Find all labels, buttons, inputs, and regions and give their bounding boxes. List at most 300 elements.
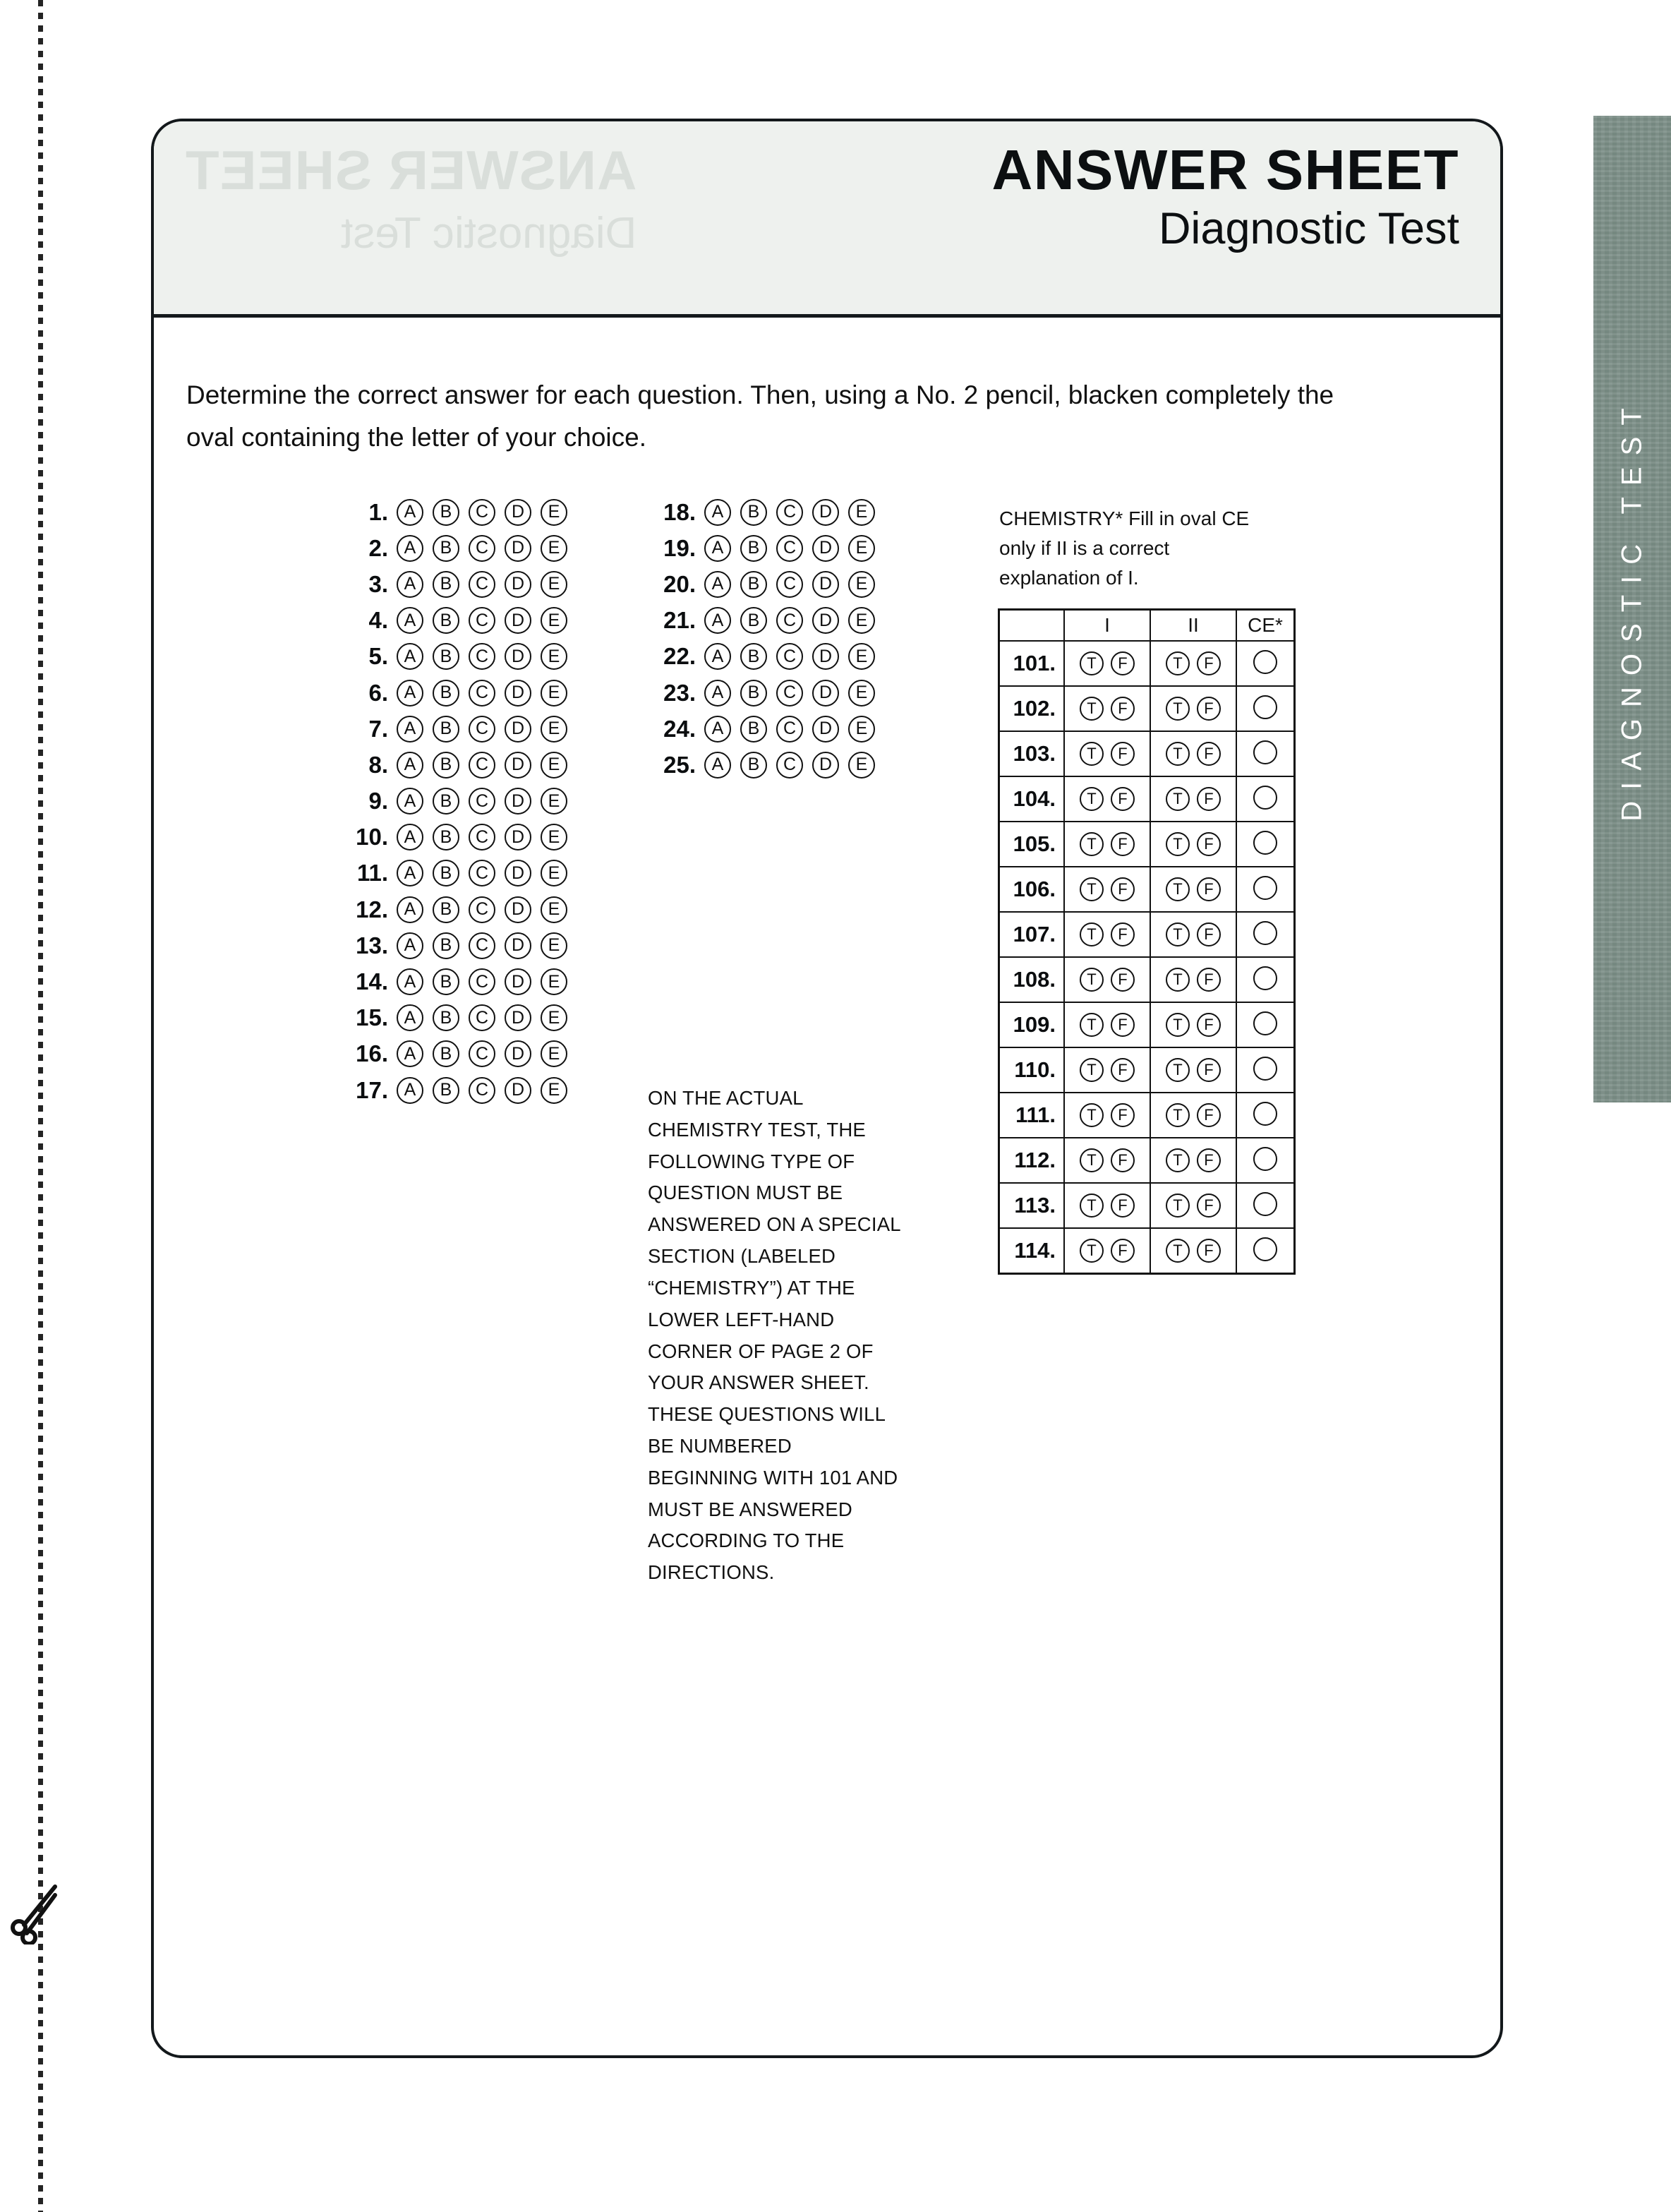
answer-row — [648, 530, 884, 566]
chemistry-table-row — [999, 1228, 1295, 1274]
answer-row — [340, 675, 577, 711]
chemistry-bubble-ii-t[interactable]: T — [1166, 922, 1190, 946]
chemistry-question-number: 107. — [999, 912, 1065, 957]
answer-bubble-a[interactable]: A — [704, 680, 731, 707]
answer-bubble-e[interactable]: E — [541, 1040, 567, 1067]
answer-bubble-b[interactable]: B — [433, 860, 459, 886]
chemistry-bubble-ce[interactable] — [1253, 1102, 1277, 1126]
answer-bubble-a[interactable]: A — [397, 896, 423, 923]
question-number: 7. — [368, 715, 388, 742]
chemistry-table-row — [999, 1093, 1295, 1138]
answer-bubble-b[interactable]: B — [740, 499, 767, 526]
answer-sheet-card — [151, 119, 1503, 2058]
answer-bubble-d[interactable]: D — [505, 1004, 531, 1031]
answer-bubble-e[interactable]: E — [848, 607, 875, 634]
chemistry-bubble-i-f[interactable]: F — [1111, 697, 1135, 721]
tf-bubble-group — [1065, 832, 1150, 856]
question-number: 1. — [368, 498, 388, 525]
answer-bubble-e[interactable]: E — [541, 896, 567, 923]
chemistry-table-row — [999, 1138, 1295, 1183]
question-number: 4. — [368, 607, 388, 634]
chemistry-bubble-ii-t[interactable]: T — [1166, 968, 1190, 992]
chemistry-bubble-ce[interactable] — [1253, 740, 1277, 764]
chemistry-bubble-ii-t[interactable]: T — [1166, 1239, 1190, 1263]
answer-bubble-b[interactable]: B — [433, 788, 459, 815]
answer-bubble-a[interactable]: A — [397, 716, 423, 743]
chemistry-bubble-ce[interactable] — [1253, 1147, 1277, 1171]
answer-bubble-b[interactable]: B — [433, 968, 459, 995]
answer-row — [340, 566, 577, 602]
chemistry-bubble-ce[interactable] — [1253, 786, 1277, 810]
question-number: 13. — [356, 932, 388, 958]
question-number: 18. — [663, 498, 696, 525]
chemistry-bubble-i-t[interactable]: T — [1080, 1148, 1104, 1172]
tf-bubble-group — [1065, 968, 1150, 992]
chemistry-question-number: 110. — [999, 1047, 1065, 1093]
answer-bubble-b[interactable]: B — [433, 607, 459, 634]
chemistry-bubble-i-t[interactable]: T — [1080, 1239, 1104, 1263]
chemistry-question-number: 113. — [999, 1183, 1065, 1228]
chemistry-bubble-i-t[interactable]: T — [1080, 787, 1104, 811]
answer-bubble-e[interactable]: E — [541, 860, 567, 886]
answer-bubble-e[interactable]: E — [541, 1077, 567, 1104]
chemistry-bubble-ce[interactable] — [1253, 876, 1277, 900]
chemistry-question-number: 106. — [999, 867, 1065, 912]
answer-bubble-b[interactable]: B — [433, 1077, 459, 1104]
chemistry-bubble-ii-f[interactable]: F — [1197, 1194, 1221, 1218]
chemistry-ce-cell — [1236, 731, 1295, 776]
answer-bubble-d[interactable]: D — [812, 571, 839, 598]
answer-bubble-a[interactable]: A — [397, 499, 423, 526]
chemistry-statement-i-cell — [1064, 686, 1150, 731]
instructions-text: Determine the correct answer for each question. Then, using a No. 2 pencil, blacken completely the oval containing the letter of your choice. — [186, 380, 1334, 452]
answer-bubble-d[interactable]: D — [505, 1077, 531, 1104]
chemistry-table-row — [999, 912, 1295, 957]
chemistry-bubble-ce[interactable] — [1253, 1192, 1277, 1216]
chemistry-statement-ii-cell — [1150, 641, 1236, 686]
answer-bubble-b[interactable]: B — [433, 1040, 459, 1067]
answer-bubble-d[interactable]: D — [812, 752, 839, 779]
answer-bubble-b[interactable]: B — [740, 571, 767, 598]
header-ghost-imprint — [185, 138, 637, 258]
chemistry-bubble-i-f[interactable]: F — [1111, 968, 1135, 992]
answer-bubble-c[interactable]: C — [776, 499, 803, 526]
chemistry-ce-cell — [1236, 776, 1295, 822]
chemistry-statement-i-cell — [1064, 1138, 1150, 1183]
answer-bubble-d[interactable]: D — [812, 499, 839, 526]
chemistry-table-row — [999, 1002, 1295, 1047]
chemistry-ce-cell — [1236, 1138, 1295, 1183]
answer-bubble-b[interactable]: B — [433, 680, 459, 707]
tf-bubble-group — [1065, 742, 1150, 766]
answer-bubble-a[interactable]: A — [397, 643, 423, 670]
answer-bubble-c[interactable]: C — [776, 607, 803, 634]
chemistry-question-number: 109. — [999, 1002, 1065, 1047]
answer-bubble-a[interactable]: A — [397, 932, 423, 959]
chemistry-bubble-i-t[interactable]: T — [1080, 922, 1104, 946]
chemistry-bubble-i-f[interactable]: F — [1111, 832, 1135, 856]
chemistry-statement-ii-cell — [1150, 1183, 1236, 1228]
answer-bubble-e[interactable]: E — [541, 535, 567, 562]
answer-bubble-d[interactable]: D — [505, 824, 531, 850]
chemistry-bubble-ii-f[interactable]: F — [1197, 787, 1221, 811]
answer-bubble-b[interactable]: B — [433, 896, 459, 923]
chemistry-statement-i-cell — [1064, 1047, 1150, 1093]
answer-bubble-d[interactable]: D — [505, 499, 531, 526]
answer-bubble-d[interactable]: D — [505, 788, 531, 815]
question-number: 2. — [368, 534, 388, 561]
chemistry-table-head — [999, 610, 1295, 642]
chemistry-bubble-ii-t[interactable]: T — [1166, 1058, 1190, 1082]
answer-bubble-a[interactable]: A — [397, 1004, 423, 1031]
answer-bubble-d[interactable]: D — [812, 680, 839, 707]
chemistry-bubble-ii-f[interactable]: F — [1197, 742, 1221, 766]
chemistry-bubble-ce[interactable] — [1253, 650, 1277, 674]
answer-bubble-a[interactable]: A — [397, 680, 423, 707]
chemistry-table-row — [999, 957, 1295, 1002]
tf-bubble-group — [1151, 877, 1236, 901]
answer-bubble-c[interactable]: C — [469, 752, 495, 779]
answer-bubble-e[interactable]: E — [541, 499, 567, 526]
chemistry-bubble-ii-f[interactable]: F — [1197, 922, 1221, 946]
answer-bubble-c[interactable]: C — [776, 535, 803, 562]
answer-bubble-c[interactable]: C — [469, 968, 495, 995]
chemistry-bubble-i-f[interactable]: F — [1111, 742, 1135, 766]
answer-bubble-e[interactable]: E — [848, 752, 875, 779]
chemistry-bubble-i-f[interactable]: F — [1111, 651, 1135, 675]
answer-bubble-b[interactable]: B — [740, 607, 767, 634]
chemistry-bubble-ii-t[interactable]: T — [1166, 697, 1190, 721]
chemistry-statement-i-cell — [1064, 1228, 1150, 1274]
answer-bubble-a[interactable]: A — [704, 607, 731, 634]
answer-bubble-b[interactable]: B — [740, 643, 767, 670]
chemistry-bubble-i-f[interactable]: F — [1111, 1013, 1135, 1037]
chemistry-question-number: 102. — [999, 686, 1065, 731]
answer-bubble-e[interactable]: E — [541, 571, 567, 598]
answer-bubble-a[interactable]: A — [704, 643, 731, 670]
answer-bubble-d[interactable]: D — [505, 896, 531, 923]
chemistry-bubble-ii-f[interactable]: F — [1197, 1148, 1221, 1172]
answer-bubble-c[interactable]: C — [469, 571, 495, 598]
chemistry-bubble-i-t[interactable]: T — [1080, 1103, 1104, 1127]
chemistry-bubble-ii-t[interactable]: T — [1166, 877, 1190, 901]
chemistry-bubble-i-f[interactable]: F — [1111, 1103, 1135, 1127]
chemistry-statement-ii-cell — [1150, 867, 1236, 912]
answer-bubble-b[interactable]: B — [433, 643, 459, 670]
answer-bubble-d[interactable]: D — [812, 643, 839, 670]
answer-bubble-c[interactable]: C — [776, 571, 803, 598]
answer-column-1 — [340, 494, 577, 1108]
chemistry-bubble-ii-t[interactable]: T — [1166, 1013, 1190, 1037]
answer-bubble-c[interactable]: C — [776, 680, 803, 707]
chemistry-bubble-i-t[interactable]: T — [1080, 1058, 1104, 1082]
question-number: 12. — [356, 896, 388, 922]
answer-bubble-a[interactable]: A — [397, 571, 423, 598]
chemistry-bubble-i-t[interactable]: T — [1080, 742, 1104, 766]
tf-bubble-group — [1065, 1013, 1150, 1037]
answer-bubble-b[interactable]: B — [433, 499, 459, 526]
chemistry-statement-i-cell — [1064, 1183, 1150, 1228]
answer-bubble-c[interactable]: C — [469, 535, 495, 562]
tf-bubble-group — [1065, 922, 1150, 946]
chemistry-question-number: 108. — [999, 957, 1065, 1002]
chemistry-bubble-i-t[interactable]: T — [1080, 1013, 1104, 1037]
chemistry-bubble-ii-f[interactable]: F — [1197, 1013, 1221, 1037]
answer-bubble-c[interactable]: C — [469, 680, 495, 707]
answer-bubble-a[interactable]: A — [704, 535, 731, 562]
answer-bubble-e[interactable]: E — [541, 788, 567, 815]
chemistry-bubble-ii-t[interactable]: T — [1166, 1194, 1190, 1218]
chemistry-table-row — [999, 822, 1295, 867]
chemistry-question-number: 112. — [999, 1138, 1065, 1183]
answer-bubble-e[interactable]: E — [541, 643, 567, 670]
chemistry-bubble-ii-t[interactable]: T — [1166, 1103, 1190, 1127]
chemistry-table-row — [999, 641, 1295, 686]
chemistry-bubble-ce[interactable] — [1253, 1237, 1277, 1261]
scissors-icon — [6, 1874, 61, 1944]
tf-bubble-group — [1065, 651, 1150, 675]
sheet-header — [154, 121, 1500, 318]
chemistry-statement-i-cell — [1064, 1093, 1150, 1138]
question-number: 15. — [356, 1004, 388, 1031]
chemistry-bubble-ce[interactable] — [1253, 921, 1277, 945]
answer-row — [648, 639, 884, 675]
answer-bubble-e[interactable]: E — [848, 643, 875, 670]
answer-bubble-c[interactable]: C — [469, 860, 495, 886]
answer-bubble-c[interactable]: C — [469, 643, 495, 670]
answer-row — [340, 891, 577, 927]
answer-row — [340, 855, 577, 891]
answer-bubble-d[interactable]: D — [505, 716, 531, 743]
answer-row — [340, 963, 577, 999]
chemistry-bubble-i-f[interactable]: F — [1111, 877, 1135, 901]
answer-bubble-d[interactable]: D — [505, 752, 531, 779]
tf-bubble-group — [1151, 832, 1236, 856]
answer-bubble-e[interactable]: E — [848, 571, 875, 598]
answer-bubble-a[interactable]: A — [397, 607, 423, 634]
answer-bubble-d[interactable]: D — [505, 535, 531, 562]
chemistry-question-number: 111. — [999, 1093, 1065, 1138]
question-number: 14. — [356, 968, 388, 995]
answer-bubble-e[interactable]: E — [541, 968, 567, 995]
chemistry-bubble-i-t[interactable]: T — [1080, 651, 1104, 675]
answer-bubble-b[interactable]: B — [740, 680, 767, 707]
chemistry-table-row — [999, 1183, 1295, 1228]
answer-bubble-a[interactable]: A — [397, 968, 423, 995]
answer-row — [340, 711, 577, 747]
chemistry-ce-cell — [1236, 1228, 1295, 1274]
answer-bubble-c[interactable]: C — [776, 752, 803, 779]
answer-row — [340, 819, 577, 855]
answer-row — [340, 1000, 577, 1036]
answer-bubble-e[interactable]: E — [541, 716, 567, 743]
answer-row — [340, 783, 577, 819]
tf-bubble-group — [1151, 1058, 1236, 1082]
chemistry-bubble-ce[interactable] — [1253, 966, 1277, 990]
answer-bubble-a[interactable]: A — [397, 1040, 423, 1067]
answer-bubble-c[interactable]: C — [469, 824, 495, 850]
tf-bubble-group — [1151, 651, 1236, 675]
answer-bubble-a[interactable]: A — [397, 824, 423, 850]
ghost-subtitle: Diagnostic Test — [341, 209, 637, 258]
chemistry-ce-cell — [1236, 1093, 1295, 1138]
answer-bubble-a[interactable]: A — [704, 716, 731, 743]
answer-bubble-d[interactable]: D — [812, 607, 839, 634]
chemistry-bubble-i-f[interactable]: F — [1111, 1194, 1135, 1218]
answer-bubble-b[interactable]: B — [433, 1004, 459, 1031]
answer-bubble-b[interactable]: B — [433, 932, 459, 959]
chemistry-bubble-ii-f[interactable]: F — [1197, 697, 1221, 721]
question-number: 9. — [368, 788, 388, 815]
answer-bubble-a[interactable]: A — [704, 499, 731, 526]
chemistry-table-row — [999, 776, 1295, 822]
answer-bubble-c[interactable]: C — [469, 1077, 495, 1104]
chemistry-caption: CHEMISTRY* Fill in oval CE only if II is a correct explanation of I. — [999, 507, 1250, 589]
chemistry-bubble-ii-t[interactable]: T — [1166, 651, 1190, 675]
chemistry-bubble-i-f[interactable]: F — [1111, 922, 1135, 946]
answer-bubble-c[interactable]: C — [469, 499, 495, 526]
chemistry-bubble-ii-f[interactable]: F — [1197, 1058, 1221, 1082]
answer-bubble-a[interactable]: A — [397, 788, 423, 815]
tf-bubble-group — [1065, 1239, 1150, 1263]
question-number: 6. — [368, 679, 388, 706]
answer-bubble-d[interactable]: D — [505, 932, 531, 959]
chemistry-bubble-ce[interactable] — [1253, 831, 1277, 855]
question-number: 10. — [356, 824, 388, 850]
chemistry-bubble-ce[interactable] — [1253, 695, 1277, 719]
answer-bubble-e[interactable]: E — [848, 535, 875, 562]
chemistry-bubble-i-t[interactable]: T — [1080, 697, 1104, 721]
chemistry-bubble-ii-t[interactable]: T — [1166, 1148, 1190, 1172]
answer-bubble-b[interactable]: B — [740, 716, 767, 743]
tf-bubble-group — [1151, 1239, 1236, 1263]
answer-bubble-c[interactable]: C — [469, 1004, 495, 1031]
tf-bubble-group — [1065, 877, 1150, 901]
answer-bubble-d[interactable]: D — [505, 968, 531, 995]
chemistry-ce-cell — [1236, 1047, 1295, 1093]
answer-row — [648, 747, 884, 783]
chemistry-bubble-ii-f[interactable]: F — [1197, 651, 1221, 675]
question-number: 5. — [368, 643, 388, 670]
chemistry-bubble-i-t[interactable]: T — [1080, 832, 1104, 856]
answer-bubble-b[interactable]: B — [433, 535, 459, 562]
chemistry-question-number: 103. — [999, 731, 1065, 776]
answer-bubble-a[interactable]: A — [397, 752, 423, 779]
answer-bubble-e[interactable]: E — [541, 1004, 567, 1031]
answer-bubble-c[interactable]: C — [776, 716, 803, 743]
answer-bubble-b[interactable]: B — [433, 716, 459, 743]
answer-row — [648, 566, 884, 602]
answer-bubble-a[interactable]: A — [397, 1077, 423, 1104]
chemistry-bubble-i-t[interactable]: T — [1080, 877, 1104, 901]
tf-bubble-group — [1065, 1058, 1150, 1082]
answer-bubble-c[interactable]: C — [469, 607, 495, 634]
chemistry-statement-ii-cell — [1150, 912, 1236, 957]
answer-bubble-d[interactable]: D — [812, 535, 839, 562]
chemistry-bubble-i-f[interactable]: F — [1111, 1239, 1135, 1263]
chemistry-bubble-i-f[interactable]: F — [1111, 1058, 1135, 1082]
chem-header-ii: II — [1150, 610, 1236, 642]
answer-bubble-a[interactable]: A — [397, 535, 423, 562]
answer-row — [340, 927, 577, 963]
answer-bubble-e[interactable]: E — [541, 932, 567, 959]
answer-bubble-e[interactable]: E — [541, 824, 567, 850]
answer-bubble-e[interactable]: E — [848, 680, 875, 707]
answer-bubble-e[interactable]: E — [541, 680, 567, 707]
chem-header-ce: CE* — [1236, 610, 1295, 642]
answer-bubble-c[interactable]: C — [469, 932, 495, 959]
chemistry-table-row — [999, 867, 1295, 912]
chemistry-statement-ii-cell — [1150, 1047, 1236, 1093]
chemistry-table-row — [999, 731, 1295, 776]
answer-bubble-d[interactable]: D — [505, 860, 531, 886]
chemistry-bubble-ce[interactable] — [1253, 1057, 1277, 1081]
question-number: 22. — [663, 643, 696, 670]
answer-bubble-d[interactable]: D — [812, 716, 839, 743]
answer-bubble-b[interactable]: B — [433, 752, 459, 779]
chemistry-bubble-ii-f[interactable]: F — [1197, 832, 1221, 856]
chemistry-bubble-i-t[interactable]: T — [1080, 1194, 1104, 1218]
tf-bubble-group — [1151, 697, 1236, 721]
chemistry-bubble-i-f[interactable]: F — [1111, 787, 1135, 811]
answer-bubble-b[interactable]: B — [740, 752, 767, 779]
chemistry-bubble-ii-f[interactable]: F — [1197, 1103, 1221, 1127]
question-number: 3. — [368, 570, 388, 597]
chemistry-bubble-ii-t[interactable]: T — [1166, 742, 1190, 766]
question-number: 11. — [356, 860, 388, 886]
chemistry-statement-ii-cell — [1150, 731, 1236, 776]
answer-bubble-c[interactable]: C — [776, 643, 803, 670]
table-header-row — [999, 610, 1295, 642]
answer-bubble-e[interactable]: E — [541, 752, 567, 779]
chemistry-bubble-ii-f[interactable]: F — [1197, 1239, 1221, 1263]
chemistry-bubble-ce[interactable] — [1253, 1011, 1277, 1035]
answer-bubble-d[interactable]: D — [505, 680, 531, 707]
chemistry-bubble-ii-f[interactable]: F — [1197, 877, 1221, 901]
tf-bubble-group — [1151, 787, 1236, 811]
chemistry-bubble-i-f[interactable]: F — [1111, 1148, 1135, 1172]
side-tab-label: DIAGNOSTIC TEST — [1616, 397, 1648, 822]
answer-bubble-d[interactable]: D — [505, 1040, 531, 1067]
answer-bubble-a[interactable]: A — [397, 860, 423, 886]
answer-bubble-a[interactable]: A — [704, 752, 731, 779]
answer-bubble-e[interactable]: E — [848, 716, 875, 743]
chemistry-question-number: 104. — [999, 776, 1065, 822]
answer-bubble-e[interactable]: E — [848, 499, 875, 526]
chemistry-bubble-ii-t[interactable]: T — [1166, 832, 1190, 856]
answer-bubble-b[interactable]: B — [740, 535, 767, 562]
chemistry-bubble-i-t[interactable]: T — [1080, 968, 1104, 992]
answer-bubble-c[interactable]: C — [469, 1040, 495, 1067]
chemistry-bubble-ii-t[interactable]: T — [1166, 787, 1190, 811]
question-number: 16. — [356, 1040, 388, 1067]
answer-bubble-c[interactable]: C — [469, 788, 495, 815]
answer-bubble-b[interactable]: B — [433, 824, 459, 850]
answer-bubble-c[interactable]: C — [469, 896, 495, 923]
answer-bubble-d[interactable]: D — [505, 607, 531, 634]
tf-bubble-group — [1151, 1148, 1236, 1172]
chemistry-bubble-ii-f[interactable]: F — [1197, 968, 1221, 992]
answer-bubble-a[interactable]: A — [704, 571, 731, 598]
answer-bubble-c[interactable]: C — [469, 716, 495, 743]
chemistry-statement-ii-cell — [1150, 686, 1236, 731]
answer-bubble-d[interactable]: D — [505, 643, 531, 670]
answer-bubble-d[interactable]: D — [505, 571, 531, 598]
answer-bubble-b[interactable]: B — [433, 571, 459, 598]
tf-bubble-group — [1065, 1194, 1150, 1218]
answer-bubble-e[interactable]: E — [541, 607, 567, 634]
answer-row — [648, 603, 884, 639]
